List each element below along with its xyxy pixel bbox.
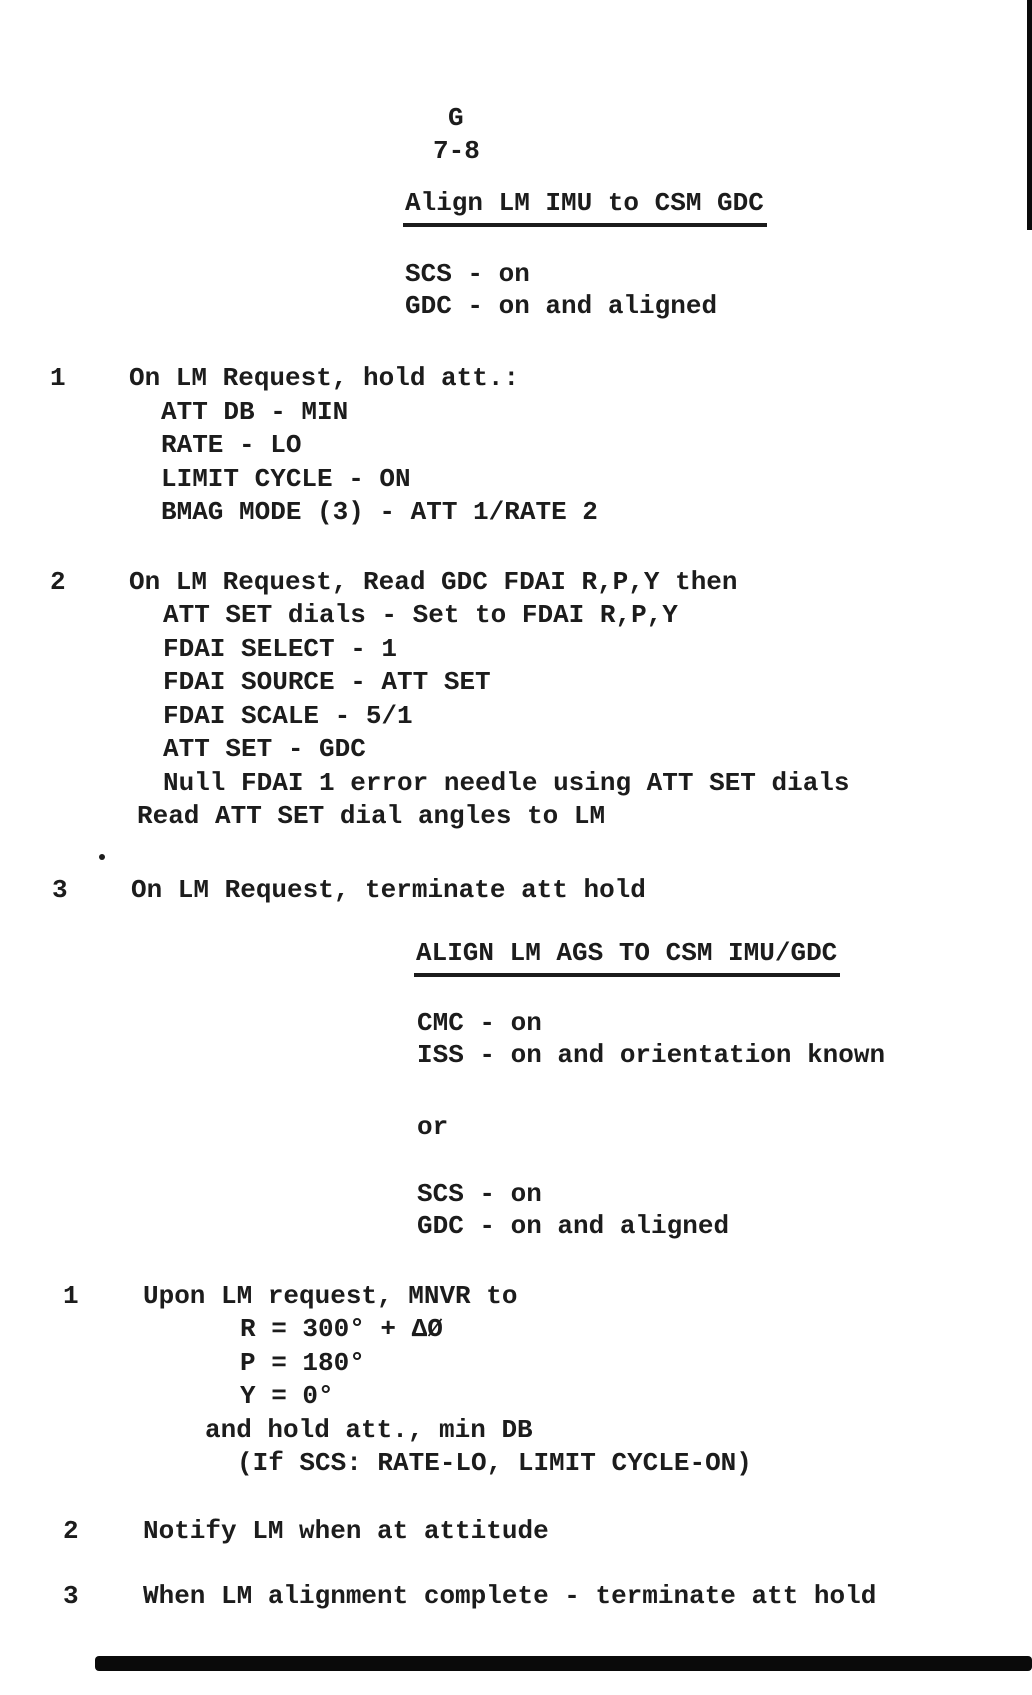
scan-artifact-bottom-bar — [95, 1656, 1032, 1671]
condition-line: GDC - on and aligned — [405, 291, 718, 321]
step-number: 2 — [63, 1516, 79, 1546]
condition-conjunction: or — [417, 1112, 449, 1142]
step-text: On LM Request, terminate att hold — [131, 875, 646, 905]
substep-line: LIMIT CYCLE - ON — [161, 464, 411, 494]
substep-line: BMAG MODE (3) - ATT 1/RATE 2 — [161, 497, 598, 527]
step-number: 3 — [63, 1581, 79, 1611]
procedure-title-ags — [416, 938, 840, 977]
condition-line: CMC - on — [417, 1008, 542, 1038]
step-number: 3 — [52, 875, 68, 905]
step-text: Notify LM when at attitude — [143, 1516, 549, 1546]
substep-line: RATE - LO — [161, 430, 302, 460]
procedure-title-imu-text: Align LM IMU to CSM GDC — [403, 188, 767, 227]
condition-line: GDC - on and aligned — [417, 1211, 730, 1241]
scan-artifact-right-line — [1027, 0, 1032, 230]
attitude-target-roll: R = 300° + ΔØ — [240, 1314, 443, 1344]
step-text: When LM alignment complete - terminate att hold — [143, 1581, 877, 1611]
step-number: 2 — [50, 567, 66, 597]
procedure-title-ags-text: ALIGN LM AGS TO CSM IMU/GDC — [414, 938, 840, 977]
condition-line: ISS - on and orientation known — [417, 1040, 886, 1070]
substep-line: Null FDAI 1 error needle using ATT SET dials — [163, 768, 850, 798]
attitude-target-pitch: P = 180° — [240, 1348, 365, 1378]
substep-line: (If SCS: RATE-LO, LIMIT CYCLE-ON) — [237, 1448, 752, 1478]
substep-line: ATT DB - MIN — [161, 397, 349, 427]
substep-line: Read ATT SET dial angles to LM — [137, 801, 606, 831]
step-text: Upon LM request, MNVR to — [143, 1281, 518, 1311]
substep-line: ATT SET dials - Set to FDAI R,P,Y — [163, 600, 678, 630]
scan-speck — [99, 854, 105, 860]
substep-line: FDAI SELECT - 1 — [163, 634, 398, 664]
procedure-title-imu — [405, 188, 767, 227]
substep-line: ATT SET - GDC — [163, 734, 366, 764]
step-number: 1 — [63, 1281, 79, 1311]
step-text: On LM Request, Read GDC FDAI R,P,Y then — [129, 567, 738, 597]
substep-line: and hold att., min DB — [205, 1415, 533, 1445]
attitude-target-yaw: Y = 0° — [240, 1381, 334, 1411]
section-letter: G — [448, 103, 464, 133]
substep-line: FDAI SOURCE - ATT SET — [163, 667, 491, 697]
substep-line: FDAI SCALE - 5/1 — [163, 701, 413, 731]
condition-line: SCS - on — [417, 1179, 542, 1209]
step-number: 1 — [50, 363, 66, 393]
page-number: 7-8 — [433, 136, 480, 166]
condition-line: SCS - on — [405, 259, 530, 289]
step-text: On LM Request, hold att.: — [129, 363, 520, 393]
